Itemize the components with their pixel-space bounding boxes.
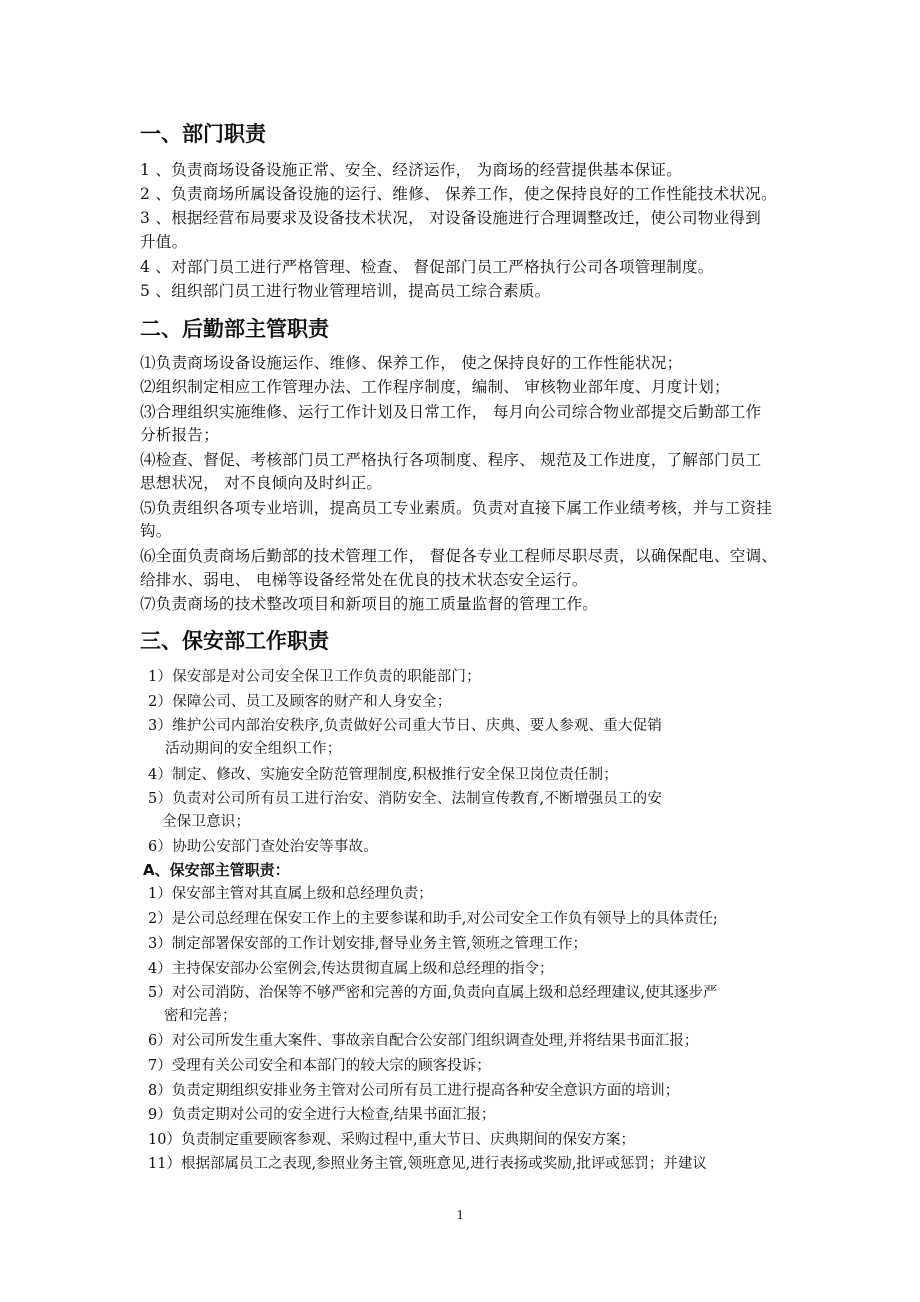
section-3-item-6: 6）协助公安部门查处治安等事故。 xyxy=(148,839,378,855)
section-2-title: 二、后勤部主管职责 xyxy=(140,317,329,341)
section-2-item-3: ⑶合理组织实施维修、运行工作计划及日常工作， 每月向公司综合物业部提交后勤部工作 xyxy=(140,403,762,421)
section-a-item-2: 2）是公司总经理在保安工作上的主要参谋和助手,对公司安全工作负有领导上的具体责任; xyxy=(148,911,718,927)
section-3-title: 三、保安部工作职责 xyxy=(140,629,329,653)
section-a-item-5-cont: 密和完善； xyxy=(164,1008,237,1024)
section-1-item-3: 3 、根据经营布局要求及设备技术状况， 对设备设施进行合理调整改迁，使公司物业得到 xyxy=(140,209,762,227)
section-2-item-6: ⑹全面负责商场后勤部的技术管理工作， 督促各专业工程师尽职尽责，以确保配电、空调、 xyxy=(140,547,778,565)
section-a-item-8: 8）负责定期组织安排业务主管对公司所有员工进行提高各种安全意识方面的培训； xyxy=(148,1083,680,1099)
section-3-item-3-cont: 活动期间的安全组织工作； xyxy=(165,741,342,757)
section-2-item-5: ⑸负责组织各项专业培训，提高员工专业素质。负责对直接下属工作业绩考核，并与工资挂 xyxy=(140,499,773,517)
section-3-item-3: 3）维护公司内部治安秩序,负责做好公司重大节日、庆典、要人参观、重大促销 xyxy=(148,718,663,734)
section-2-item-1: ⑴负责商场设备设施运作、维修、保养工作， 使之保持良好的工作性能状况； xyxy=(140,354,683,372)
section-1-item-1: 1 、负责商场设备设施正常、安全、经济运作， 为商场的经营提供基本保证。 xyxy=(140,161,683,179)
section-2-item-6-cont: 给排水、弱电、 电梯等设备经常处在优良的技术状态安全运行。 xyxy=(140,571,588,589)
section-3-item-1: 1）保安部是对公司安全保卫工作负责的职能部门； xyxy=(148,669,481,685)
section-1-item-3-cont: 升值。 xyxy=(140,233,188,251)
section-2-item-4: ⑷检查、督促、考核部门员工严格执行各项制度、程序、 规范及工作进度，了解部门员工 xyxy=(140,451,762,469)
section-3-item-5: 5）负责对公司所有员工进行治安、消防安全、法制宣传教育,不断增强员工的安 xyxy=(148,791,663,807)
section-a-item-6: 6）对公司所发生重大案件、事故亲自配合公安部门组织调查处理,并将结果书面汇报； xyxy=(148,1033,699,1049)
section-a-item-9: 9）负责定期对公司的安全进行大检查,结果书面汇报； xyxy=(148,1107,496,1123)
section-a-item-11: 11）根据部属员工之表现,参照业务主管,领班意见,进行表扬或奖励,批评或惩罚；并建议 xyxy=(148,1156,707,1172)
section-a-item-4: 4）主持保安部办公室例会,传达贯彻直属上级和总经理的指令； xyxy=(148,961,554,977)
section-1-title: 一、部门职责 xyxy=(140,122,266,146)
section-3-item-4: 4）制定、修改、实施安全防范管理制度,积极推行安全保卫岗位责任制； xyxy=(148,767,618,783)
section-1-item-2: 2 、负责商场所属设备设施的运行、维修、 保养工作，使之保持良好的工作性能技术状况。 xyxy=(140,185,777,203)
section-2-item-7: ⑺负责商场的技术整改项目和新项目的施工质量监督的管理工作。 xyxy=(140,595,599,613)
section-3-item-5-cont: 全保卫意识； xyxy=(162,814,251,830)
section-a-item-1: 1）保安部主管对其直属上级和总经理负责； xyxy=(148,886,433,902)
section-2-item-5-cont: 钩。 xyxy=(140,522,172,540)
section-a-item-7: 7）受理有关公司安全和本部门的较大宗的顾客投诉； xyxy=(148,1058,491,1074)
section-a-title: A、保安部主管职责： xyxy=(143,861,290,879)
section-a-item-3: 3）制定部署保安部的工作计划安排,督导业务主管,领班之管理工作； xyxy=(148,936,587,952)
section-3-item-2: 2）保障公司、员工及顾客的财产和人身安全； xyxy=(148,694,452,710)
page-number: 1 xyxy=(456,1208,464,1223)
section-1-item-4: 4 、对部门员工进行严格管理、检查、 督促部门员工严格执行公司各项管理制度。 xyxy=(140,258,714,276)
section-a-item-10: 10）负责制定重要顾客参观、采购过程中,重大节日、庆典期间的保安方案； xyxy=(148,1132,636,1148)
section-2-item-2: ⑵组织制定相应工作管理办法、工作程序制度，编制、 审核物业部年度、月度计划； xyxy=(140,378,730,396)
section-a-item-5: 5）对公司消防、治保等不够严密和完善的方面,负责向直属上级和总经理建议,使其逐步严 xyxy=(148,985,718,1001)
section-1-item-5: 5 、组织部门员工进行物业管理培训，提高员工综合素质。 xyxy=(140,282,551,300)
section-2-item-4-cont: 思想状况， 对不良倾向及时纠正。 xyxy=(140,474,383,492)
section-2-item-3-cont: 分析报告； xyxy=(140,426,220,444)
